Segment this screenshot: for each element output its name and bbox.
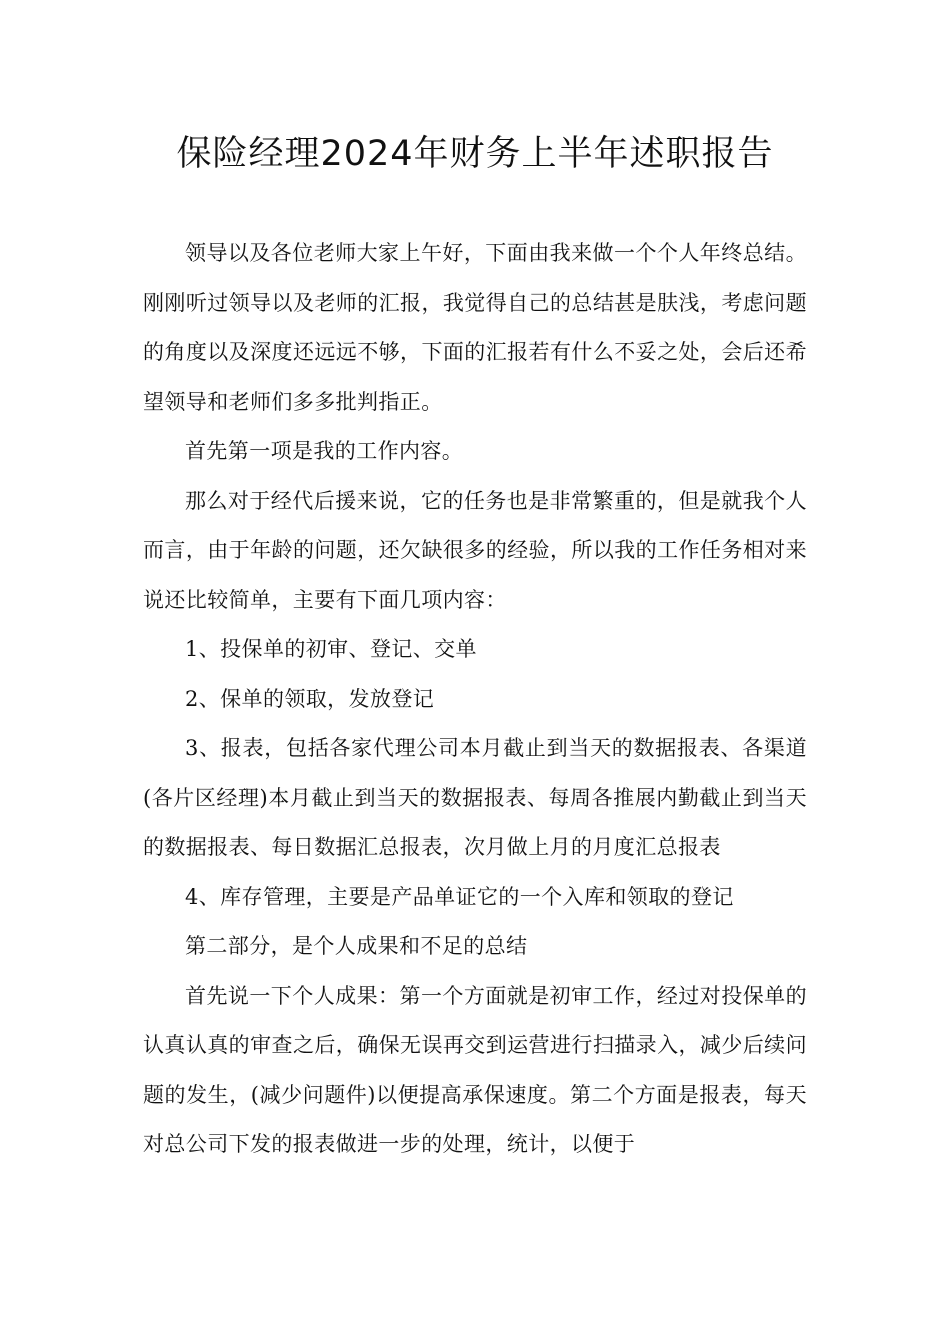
document-title: 保险经理2024年财务上半年述职报告 (176, 134, 774, 174)
paragraph-task-overview: 那么对于经代后援来说，它的任务也是非常繁重的，但是就我个人而言，由于年龄的问题，还欠缺很多的经验，所以我的工作任务相对来说还比较简单，主要有下面几项内容： (143, 488, 807, 612)
document-body (143, 229, 807, 1170)
paragraph-work-content-heading: 首先第一项是我的工作内容。 (185, 439, 464, 463)
list-item-1: 1、投保单的初审、登记、交单 (185, 637, 477, 661)
paragraph-achievements: 首先说一下个人成果：第一个方面就是初审工作，经过对投保单的认真认真的审查之后，确保无误再交到运营进行扫描录入，减少后续问题的发生，(减少问题件)以便提高承保速度。第二个方面是报表，每天对总公司下发的报表做进一步的处理，统计，以便于 (143, 983, 807, 1156)
paragraph-part-two-heading: 第二部分，是个人成果和不足的总结 (185, 934, 528, 958)
list-item-4: 4、库存管理，主要是产品单证它的一个入库和领取的登记 (185, 884, 734, 909)
list-item-3: 3、报表，包括各家代理公司本月截止到当天的数据报表、各渠道(各片区经理)本月截止到当天的数据报表、每周各推展内勤截止到当天的数据报表、每日数据汇总报表，次月做上月的月度汇总报表 (143, 736, 807, 859)
list-item-2: 2、保单的领取，发放登记 (185, 686, 435, 711)
paragraph-greeting: 领导以及各位老师大家上午好，下面由我来做一个个人年终总结。刚刚听过领导以及老师的汇报，我觉得自己的总结甚是肤浅，考虑问题的角度以及深度还远远不够，下面的汇报若有什么不妥之处，会后还希望领导和老师们多多批判指正。 (143, 241, 807, 414)
